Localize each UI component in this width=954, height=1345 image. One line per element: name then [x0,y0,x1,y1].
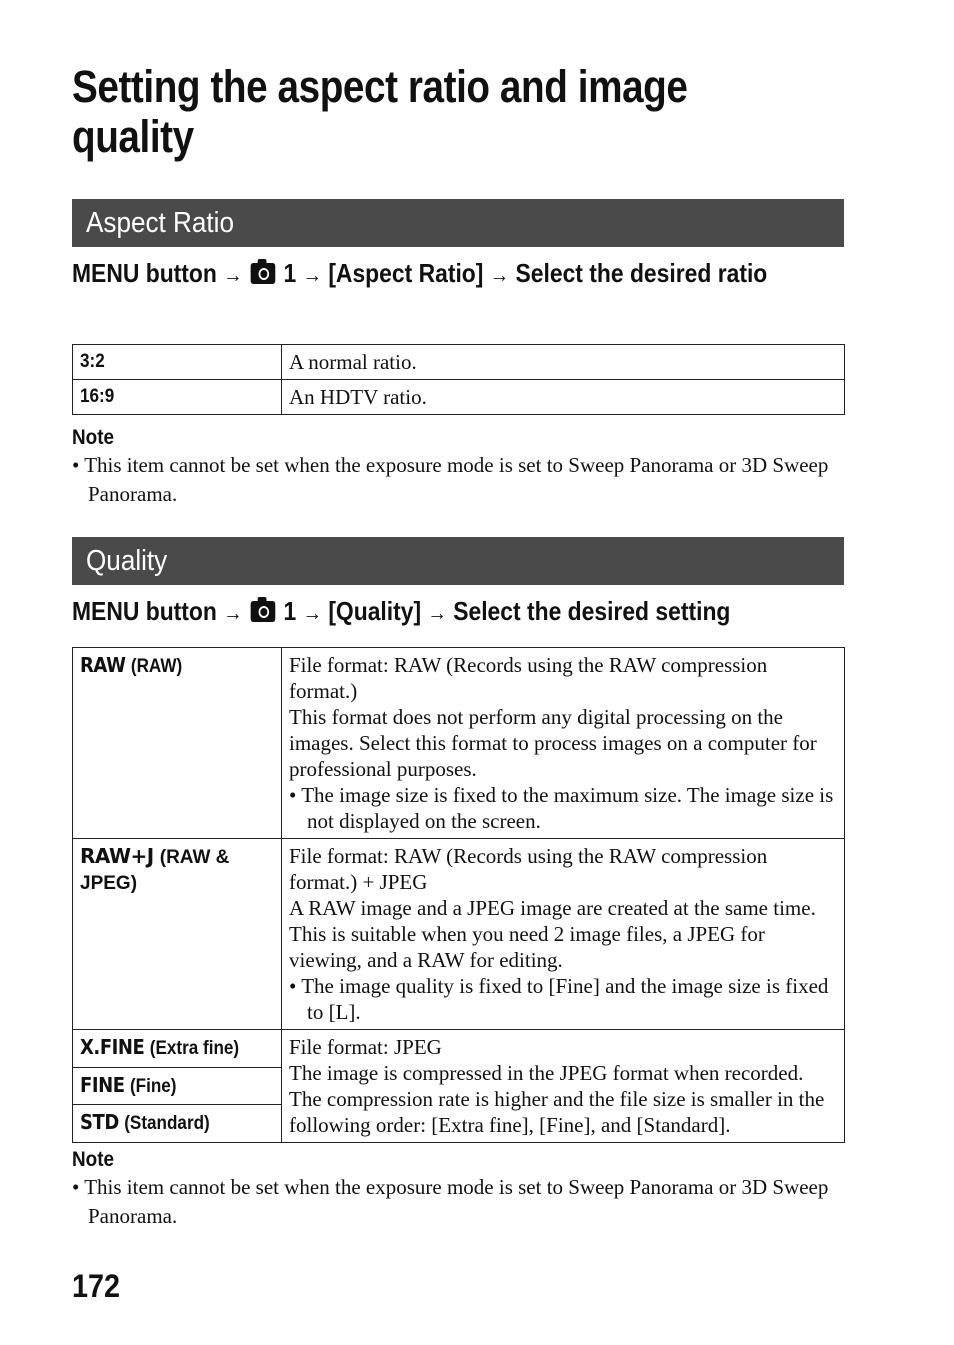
option-key: 3:2 [73,345,282,380]
menu-start: MENU button [72,258,217,288]
note-text: • This item cannot be set when the exposure mode is set to Sweep Panorama or 3D Sweep Panorama. [72,453,829,506]
option-description: A normal ratio. [282,345,845,380]
camera-icon [251,263,276,284]
section-header-quality: Quality [72,537,844,585]
fine-icon: FINE [80,1072,125,1097]
note-text: • This item cannot be set when the exposure mode is set to Sweep Panorama or 3D Sweep Panorama. [72,1175,829,1228]
option-description: File format: JPEG The image is compressed in the JPEG format when recorded. The compression rate is higher and the file size is smaller in the following order: [Extra fine], [Fine], and [Standard]. [282,1030,845,1143]
raw-icon: RAW [80,653,126,677]
page-title: Setting the aspect ratio and image quality [72,61,688,162]
option-description: An HDTV ratio. [282,380,845,415]
arrow-icon: → [489,262,510,287]
page-number: 172 [72,1268,121,1304]
note-heading: Note [72,426,115,449]
aspect-ratio-table [72,344,845,415]
menu-path-quality [72,594,872,630]
section-header-aspect-ratio: Aspect Ratio [72,199,844,247]
option-key: RAW+J (RAW & JPEG) [73,839,282,1030]
menu-path-aspect-ratio [72,256,872,292]
extra-fine-icon: X.FINE [80,1035,145,1059]
menu-tab: 1 [283,258,297,288]
arrow-icon: → [223,600,243,625]
arrow-icon: → [302,600,322,625]
note-heading: Note [72,1148,115,1171]
arrow-icon: → [302,262,322,287]
table-row [73,839,845,1030]
camera-icon [251,601,276,622]
menu-end: Select the desired setting [453,596,731,626]
option-description: File format: RAW (Records using the RAW compression format.) This format does not perform any digital processing on the images. Select this format to process images on a computer for professional purposes. • The image size is fixed to the maximum size. The image size is not displayed on the screen. [282,648,845,839]
arrow-icon: → [427,600,447,625]
menu-start: MENU button [72,596,217,626]
option-key: 16:9 [73,380,282,415]
menu-end: Select the desired ratio [515,258,768,288]
menu-tab: 1 [283,596,297,626]
option-key: STD (Standard) [73,1105,282,1143]
option-key: FINE (Fine) [73,1067,282,1105]
quality-table [72,647,845,1143]
table-row [73,380,845,415]
table-row [73,345,845,380]
menu-item: [Quality] [328,596,422,626]
standard-icon: STD [80,1110,119,1135]
arrow-icon: → [223,262,243,287]
option-description: File format: RAW (Records using the RAW compression format.) + JPEG A RAW image and a JPEG image are created at the same time. This is suitable when you need 2 image files, a JPEG for viewing, and a RAW for editing. • The image quality is fixed to [Fine] and the image size is fixed to [L]. [282,839,845,1030]
menu-item: [Aspect Ratio] [328,258,484,288]
option-key: RAW (RAW) [73,648,282,839]
table-row [73,648,845,839]
table-row [73,1030,845,1068]
raw-jpeg-icon: RAW+J [80,844,154,868]
option-key: X.FINE (Extra fine) [73,1030,282,1068]
